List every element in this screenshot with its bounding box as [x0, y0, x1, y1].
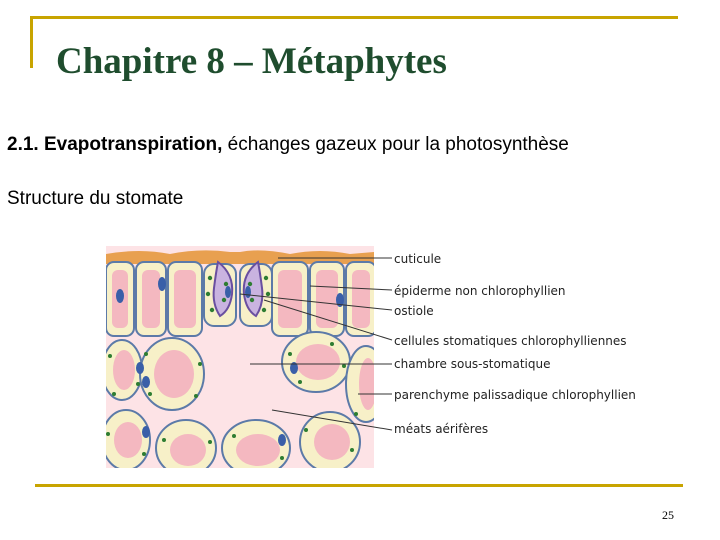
label-epiderme: épiderme non chlorophyllien: [394, 284, 566, 298]
frame-top-line: [30, 16, 678, 19]
tissue-illustration: [102, 246, 386, 470]
stomate-diagram: [100, 244, 660, 470]
label-cuticule: cuticule: [394, 252, 442, 266]
figure-labels: [394, 252, 636, 436]
slide-title: Chapitre 8 – Métaphytes: [56, 41, 447, 82]
frame-bottom-line: [35, 484, 683, 487]
label-ostiole: ostiole: [394, 304, 434, 318]
page-number: 25: [662, 508, 674, 522]
section-heading: [7, 134, 569, 156]
label-chambre: chambre sous-stomatique: [394, 357, 551, 371]
label-meats: méats aérifères: [394, 422, 489, 436]
section-heading-rest: échanges gazeux pour la photosynthèse: [222, 134, 569, 155]
section-heading-bold: 2.1. Evapotranspiration,: [7, 134, 223, 155]
figure-subheading: Structure du stomate: [7, 188, 184, 209]
label-parenchyme: parenchyme palissadique chlorophyllien: [394, 388, 636, 402]
frame-left-line: [30, 16, 33, 68]
label-cellules-stomatiques: cellules stomatiques chlorophylliennes: [394, 334, 627, 348]
